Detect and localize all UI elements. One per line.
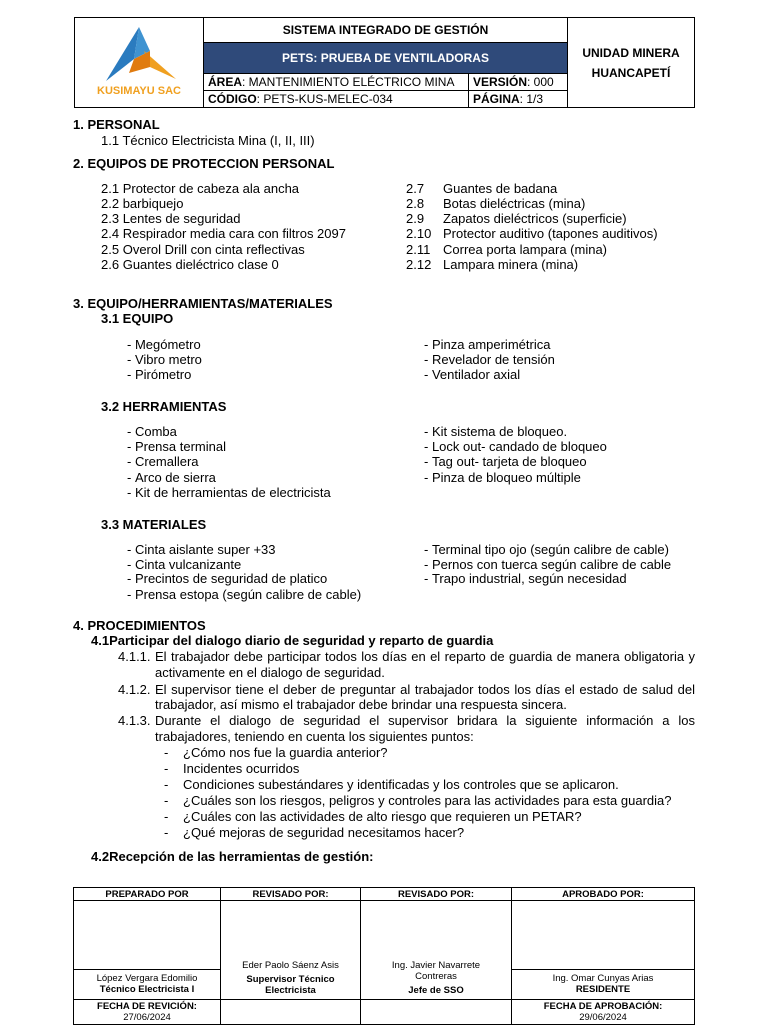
list-item: - Prensa estopa (según calibre de cable) [127,587,362,602]
revision-date: 27/06/2024 [123,1012,171,1023]
list-item: 2.2 barbiquejo [101,196,184,211]
revisor-2-name2: Contreras [415,971,457,982]
pagina-field [469,91,568,108]
list-item: - Arco de sierra [127,470,216,485]
version-field [469,74,568,91]
list-item: 2.9 Zapatos dieléctricos (superficie) [406,211,627,226]
list-item: - Cinta aislante super +33 [127,542,276,557]
revision-date-label: FECHA DE REVICIÓN: [97,1001,197,1012]
revisor-1-role2: Electricista [265,985,316,996]
logo-text: KUSIMAYU SAC [97,85,181,97]
list-item: 2.3 Lentes de seguridad [101,211,241,226]
list-item: - Prensa terminal [127,439,226,454]
step-4-1-1-line1: El trabajador debe participar todos los días en el reparto de guardia de manera obligatoria y [155,649,695,664]
logo-cell [75,18,204,108]
list-item: - ¿Cómo nos fue la guardia anterior? [164,745,388,760]
step-4-1-2-line2: trabajador, así mismo el trabajador debe brindar una respuesta sincera. [155,697,567,712]
revisor-1-name: Eder Paolo Sáenz Asis [242,960,339,971]
unidad-minera [568,18,695,108]
document-header [74,17,695,108]
revisor-1-role: Supervisor Técnico [246,974,335,985]
area-label: ÁREA [208,75,243,89]
list-item: 2.8 Botas dieléctricas (mina) [406,196,586,211]
list-item: 2.6 Guantes dieléctrico clase 0 [101,257,279,272]
procedure-4-1-title: 4.1Participar del dialogo diario de seguridad y reparto de guardia [91,633,494,648]
list-item: 2.5 Overol Drill con cinta reflectivas [101,242,305,257]
list-item: 2.1 Protector de cabeza ala ancha [101,181,300,196]
preparer-role: Técnico Electricista I [99,984,195,996]
signature-box [221,901,361,1000]
version-label: VERSIÓN [473,75,528,89]
section-procedimientos-title: 4. PROCEDIMIENTOS [73,618,206,633]
approval-date-cell [512,1000,695,1025]
step-4-1-3-line1: Durante el dialogo de seguridad el supervisor bridara la siguiente información a los [155,713,695,728]
section-personal-title: 1. PERSONAL [73,117,160,132]
procedure-4-2-title: 4.2Recepción de las herramientas de gestión: [91,849,374,864]
step-number: 4.1.2. [118,682,151,697]
preparer-name: López Vergara Edomilio [96,973,198,985]
list-item: - Kit sistema de bloqueo. [424,424,568,439]
step-4-1-3-line2: trabajadores, teniendo en cuenta los siguientes puntos: [155,729,474,744]
list-item: - Precintos de seguridad de platico [127,571,328,586]
codigo-label: CÓDIGO [208,92,257,106]
revisor-1-info [221,957,360,999]
header-preparado: PREPARADO POR [74,888,221,901]
approver-role: RESIDENTE [575,984,631,996]
list-item: - Revelador de tensión [424,352,555,367]
signature-box [74,901,221,970]
approval-table [73,887,695,1025]
list-item: - Condiciones subestándares y identificadas y los controles que se aplicaron. [164,777,619,792]
preparer-info [74,969,221,999]
revisor-2-bottom [361,1000,512,1025]
list-item: - Vibro metro [127,352,202,367]
list-item: - Lock out- candado de bloqueo [424,439,607,454]
revisor-2-role: Jefe de SSO [408,985,464,996]
materiales-subtitle: 3.3 MATERIALES [101,517,207,532]
list-item: 2.10 Protector auditivo (tapones auditivos) [406,226,658,241]
codigo-value: : PETS-KUS-MELEC-034 [256,92,393,106]
list-item: - Megómetro [127,337,201,352]
list-item: - ¿Qué mejoras de seguridad necesitamos hacer? [164,825,465,840]
system-title: SISTEMA INTEGRADO DE GESTIÓN [204,18,568,43]
signature-box [512,901,695,970]
unidad-line2: HUANCAPETÍ [591,65,671,80]
list-item: - ¿Cuáles son los riesgos, peligros y controles para las actividades para esta guardia? [164,793,672,808]
list-item: - Pirómetro [127,367,192,382]
herramientas-subtitle: 3.2 HERRAMIENTAS [101,399,227,414]
version-value: : 000 [527,75,554,89]
personal-item: 1.1 Técnico Electricista Mina (I, II, III) [101,133,315,148]
section-equipo-title: 3. EQUIPO/HERRAMIENTAS/MATERIALES [73,296,333,311]
list-item: - Tag out- tarjeta de bloqueo [424,454,587,469]
list-item: 2.12 Lampara minera (mina) [406,257,579,272]
equipo-subtitle: 3.1 EQUIPO [101,311,174,326]
kusimayu-logo-icon [84,21,194,101]
list-item: 2.4 Respirador media cara con filtros 2097 [101,226,346,241]
pagina-label: PÁGINA [473,92,520,106]
list-item: - Terminal tipo ojo (según calibre de cable) [424,542,669,557]
header-aprobado: APROBADO POR: [512,888,695,901]
step-4-1-1-line2: activamente en el dialogo de seguridad. [155,665,385,680]
revisor-1-bottom [221,1000,361,1025]
pagina-value: : 1/3 [519,92,544,106]
step-4-1-2-line1: El supervisor tiene el deber de preguntar al trabajador todos los días el estado de salud del [155,682,695,697]
signature-box [361,901,512,1000]
list-item: 2.7 Guantes de badana [406,181,558,196]
revisor-2-info [361,957,511,999]
area-field [204,74,469,91]
list-item: - Ventilador axial [424,367,521,382]
step-number: 4.1.1. [118,649,151,664]
list-item: 2.11 Correa porta lampara (mina) [406,242,608,257]
list-item: - Comba [127,424,177,439]
approver-info [512,969,695,999]
list-item: - Pernos con tuerca según calibre de cable [424,557,672,572]
list-item: - Cremallera [127,454,199,469]
list-item: - Incidentes ocurridos [164,761,300,776]
approval-date-label: FECHA DE APROBACIÓN: [543,1001,663,1012]
approver-name: Ing. Omar Cunyas Arias [552,973,654,985]
revisor-2-name: Ing. Javier Navarrete [391,960,481,971]
section-epp-title: 2. EQUIPOS DE PROTECCION PERSONAL [73,156,335,171]
header-revisado-2: REVISADO POR: [361,888,512,901]
list-item: - ¿Cuáles con las actividades de alto riesgo que requieren un PETAR? [164,809,582,824]
approval-date: 29/06/2024 [579,1012,627,1023]
step-number: 4.1.3. [118,713,151,728]
list-item: - Trapo industrial, según necesidad [424,571,627,586]
list-item: - Kit de herramientas de electricista [127,485,331,500]
list-item: - Cinta vulcanizante [127,557,242,572]
area-value: : MANTENIMIENTO ELÉCTRICO MINA [242,75,455,89]
list-item: - Pinza de bloqueo múltiple [424,470,581,485]
revision-date-cell [74,1000,221,1025]
codigo-field [204,91,469,108]
header-revisado-1: REVISADO POR: [221,888,361,901]
unidad-line1: UNIDAD MINERA [582,45,680,60]
list-item: - Pinza amperimétrica [424,337,551,352]
pets-title: PETS: PRUEBA DE VENTILADORAS [204,43,568,74]
